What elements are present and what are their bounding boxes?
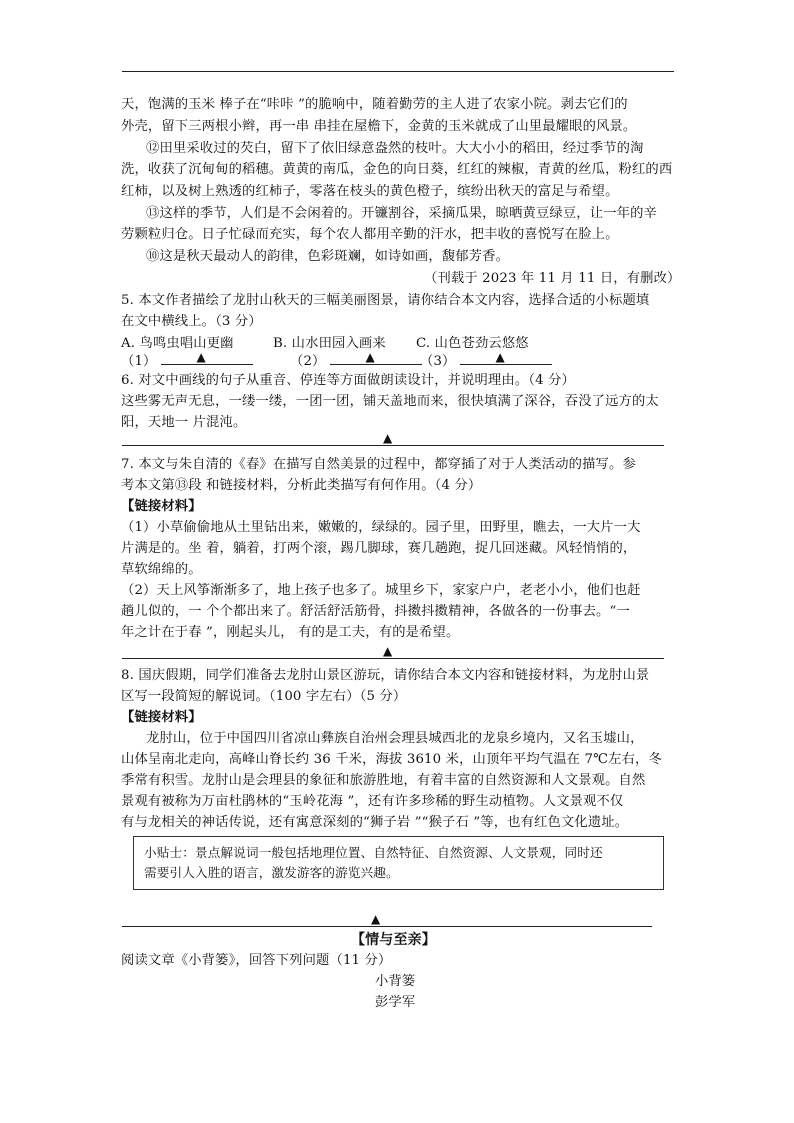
answer-line[interactable]	[122, 658, 664, 659]
article-line: ⑩这是秋天最动人的韵律，色彩斑斓，如诗如画，馥郁芳香。	[146, 249, 510, 264]
tip-box	[133, 836, 664, 890]
material-line: 龙肘山，位于中国四川省凉山彝族自治州会理县城西北的龙泉乡境内，又名玉墟山，	[146, 731, 644, 746]
article-line: 洗，收获了沉甸甸的稻穗。黄黄的南瓜，金色的向日葵，红红的辣椒，青黄的丝瓜，粉红的西	[121, 162, 673, 177]
question-8-line: 8. 国庆假期，同学们准备去龙肘山景区游玩，请你结合本文内容和链接材料，为龙肘山景	[121, 668, 650, 683]
answer-blank-1[interactable]: （1） ▲	[121, 350, 253, 372]
question-6-line: 6. 对文中画线的句子从重音、停连等方面做朗读设计，并说明理由。（4 分）	[121, 373, 575, 388]
section-instruction: 阅读文章《小背篓》，回答下列问题（11 分）	[121, 953, 392, 968]
question-7-line: 考本文第⑬段 和链接材料，分析此类描写有何作用。（4 分）	[121, 478, 482, 493]
tip-line: 小贴士：景点解说词一般包括地理位置、自然特征、自然资源、人文景观，同时还	[144, 845, 603, 860]
material-label: 【链接材料】	[121, 710, 202, 725]
answer-marker: ▲	[383, 431, 393, 445]
material-line: 有与龙相关的神话传说，还有寓意深刻的“狮子岩 ”“猴子石 ”等，也有红色文化遗址。	[121, 815, 629, 830]
article-line: 外壳，留下三两根小辫，再一串 串挂在屋檐下，金黄的玉米就成了山里最耀眼的风景。	[121, 119, 637, 134]
question-5-line: 5. 本文作者描绘了龙肘山秋天的三幅美丽图景，请你结合本文内容，选择合适的小标题填	[121, 293, 650, 308]
material-line: 季常有积雪。龙肘山是会理县的象征和旅游胜地，有着丰富的自然资源和人文景观。自然	[121, 773, 646, 788]
article-line: 劳颗粒归仓。日子忙碌而充实，每个农人都用辛勤的汗水，把丰收的喜悦写在脸上。	[121, 227, 619, 242]
answer-blank-3[interactable]: （3） ▲	[420, 350, 552, 372]
article-line: ⑬这样的季节，人们是不会闲着的。开镰割谷，采摘瓜果，晾晒黄豆绿豆，让一年的辛	[146, 206, 657, 221]
article-line: 天，饱满的玉米 棒子在“咔咔 ”的脆响中，随着勤劳的主人进了农家小院。剥去它们的	[121, 97, 628, 112]
answer-marker: ▲	[383, 644, 393, 658]
material-line: 山体呈南北走向，高峰山脊长约 36 千米，海拔 3610 米，山顶年平均气温在 7℃左右，冬	[121, 752, 662, 767]
question-6-line: 阳，天地一 片混沌。	[121, 415, 247, 430]
material-line: 景观有被称为万亩杜鹃林的“玉岭花海 ”，还有许多珍稀的野生动植物。人文景观不仅	[121, 794, 624, 809]
option-a: A. 鸟鸣虫唱山更幽	[121, 336, 234, 351]
article-line: ⑫田里采收过的芡白，留下了依旧绿意盎然的枝叶。大大小小的稻田，经过季节的淘	[146, 141, 644, 156]
tip-line: 需要引人入胜的语言，激发游客的游览兴趣。	[144, 865, 399, 880]
answer-line[interactable]	[122, 445, 664, 446]
material-line: 片满是的。坐 着，躺着，打两个滚，踢几脚球，赛几趟跑，捉几回迷藏。风轻悄悄的，	[121, 541, 637, 556]
answer-blank-2[interactable]: （2） ▲	[290, 350, 422, 372]
question-6-line: 这些雾无声无息，一缕一缕，一团一团，铺天盖地而来，很快填满了深谷，吞没了远方的太	[121, 394, 659, 409]
top-rule	[122, 71, 674, 72]
material-line: 趟儿似的，一 个个都出来了。舒活舒活筋骨，抖擞抖擞精神，各做各的一份事去。“一	[121, 604, 630, 619]
question-8-line: 区写一段简短的解说词。（100 字左右）（5 分）	[121, 689, 407, 704]
question-7-line: 7. 本文与朱自清的《春》在描写自然美景的过程中，都穿插了对于人类活动的描写。参	[121, 457, 636, 472]
article-line: 红柿，以及树上熟透的红柿子，零落在枝头的黄色橙子，缤纷出秋天的富足与希望。	[121, 184, 619, 199]
option-b: B. 山水田园入画来	[273, 336, 386, 351]
answer-line[interactable]	[122, 926, 652, 927]
material-line: 年之计在于春 ”，刚起头儿， 有的是工夫，有的是希望。	[121, 625, 460, 640]
question-5-line: 在文中横线上。（3 分）	[121, 314, 262, 329]
material-line: 草软绵绵的。	[121, 562, 202, 577]
article-title: 小背篓	[375, 974, 416, 989]
material-line: （1）小草偷偷地从土里钻出来，嫩嫩的，绿绿的。园子里，田野里，瞧去，一大片一大	[121, 520, 641, 535]
material-label: 【链接材料】	[121, 499, 202, 514]
article-author: 彭学军	[375, 995, 416, 1010]
source-note: （刊载于 2023 年 11 月 11 日，有删改）	[424, 271, 681, 286]
material-line: （2）天上风筝渐渐多了，地上孩子也多了。城里乡下，家家户户，老老小小，他们也赶	[121, 583, 641, 598]
option-c: C. 山色苍劲云悠悠	[416, 336, 529, 351]
section-title: 【情与至亲】	[351, 932, 436, 948]
answer-marker: ▲	[371, 912, 381, 926]
